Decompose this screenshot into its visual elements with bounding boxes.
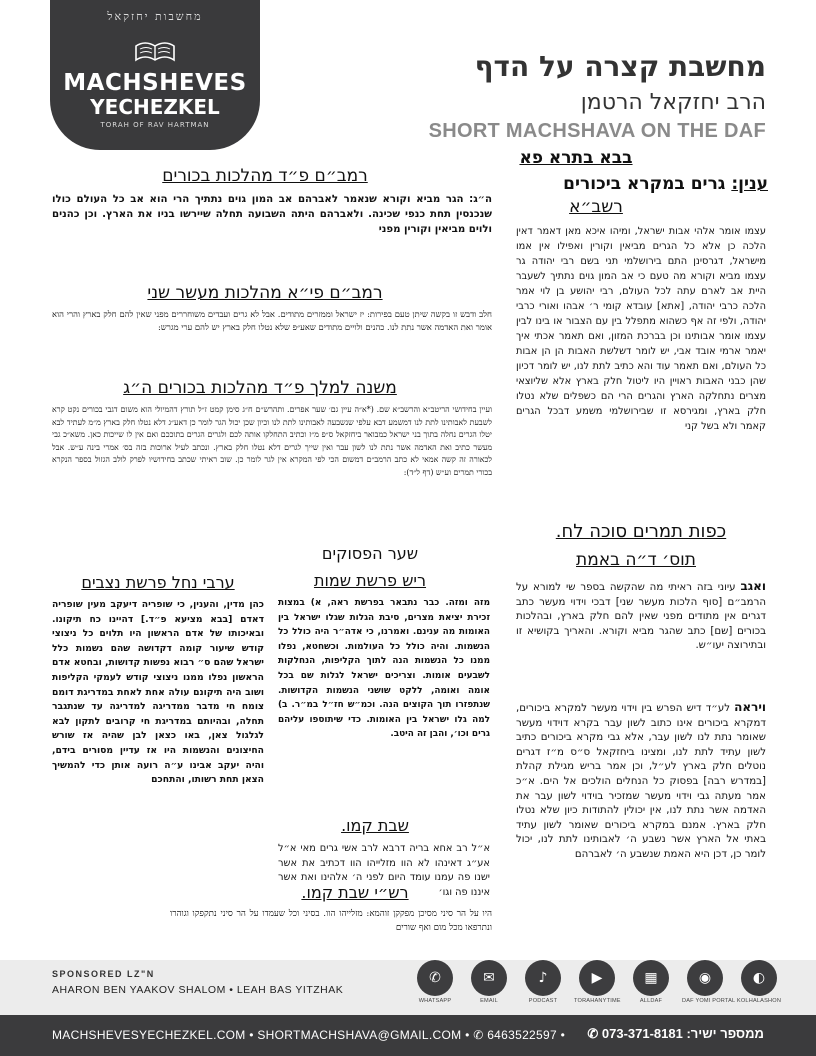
shabbos-title: שבת קמו. (341, 816, 409, 835)
icon-label: KOLHALASHON (736, 998, 782, 1004)
icon-label: EMAIL (480, 998, 498, 1004)
rashi-body: היו על הר סיני מסיכן מפקקן זוהמא: מזלייהו הוו. בסיני וכל שעמדו על הר סיני נתקפקו וגוהרו ונתרפאו מכל מום ואף שורים (170, 909, 492, 933)
kapos-title: כפות תמרים סוכה לח. (555, 521, 727, 542)
shaar-subtitle: ריש פרשת שמות (313, 571, 427, 590)
shaar-body: מזה ומזה. כבר נתבאר בפרשת ראה, א) במצות זכירת יציאת מצרים, סיבת הגלות שגלו ישראל בין האומות מה ענינם. ואמרנו, כי אדה״ר היה כולל כל הנשמות. והיה כולל כל העולמות. וכשחטא, נפלו ממנו כל הנשמות הנה לתוך הקליפות, הנחלקות לשבעים אומות. וצריכים ישראל לגלות שם בכל אומה ואומה, ללקט שושני הנשמות הקדושות. שנתפזרו תוך הקוצים הנה. וכמ״ש חז״ל במ״ר. ב) למה גלו ישראל בין האומות. כדי שיתוספו עליהם גרים וכו׳, והבן זה היטב. (278, 598, 490, 740)
rashba-body: עצמו אומר אלהי אבות ישראל, ומיהו איכא מאן דאמר דאין הלכה כן אלא כל הגרים מביאין וקורין ואפילו אין אמו מישראל, דגרסינן התם בירושלמי תני בשם רבי יהודה גר עצמו מביא וקורא מה טעם כי אב המון גוים נתתיך לשעבר היית אב לארם עתה לכל העולם, רבי יהושע בן לוי אמר הלכה כרבי יהודה, [אתא] עובדא קומי ר׳ אבהו ואורי כרבי יהודה, ולפי זה אף כשהוא מתפלל בין עם הצבור או בינו לבין עצמו אומר אבותינו וכן בברכת המזון, ואם תאמר אכתי איך יאמר ארמי אובד אבי, יש לומר דשלשת האבות הן הן אבות כל העולם, ואם תאמר עוד והא כתיב לתת לנו, יש לומר דכיון שהן כבני האבות ראויין היו ליטול חלק בארץ אלא שליוצאי מצרים נתחלקה הארץ והגרים הרי הם כשפלים שלא נטלו חלק בארץ, ומגירסא זו שבירושלמי משמע דבכל הגרים קאמר ולא בשל קני (516, 226, 766, 432)
podcast-link[interactable] (520, 956, 566, 1012)
rav-name: הרב יחזקאל הרטמן (580, 90, 766, 115)
tosfos-paragraph-1 (516, 579, 766, 654)
logo-line2: YECHEZKEL (90, 95, 220, 119)
p2-text: לע״ד דיש הפרש בין וידוי מעשר למקרא ביכורים, דמקרא ביכורים אינו כתוב לשון עבר בקרא דוידוי מעשר שאומר נתת לנו לשון עבר, אלא גבי מקרא ביכורים כתיב לשון עתיד לתת לנו, ומצינו ביחזקאל ס״ס מ״ז דגרים נוטלים חלק בארץ לע״ל, וכן אמר בריש מגילת קהלת [במדרש רבה] בפסוק כל הנחלים הולכים אל הים. א״כ אמר מעתה גבי וידוי מעשר שמזכיר בוידוי לשון עבר את האדמה אשר נתת לנו, אין יכולין להתודות כיון שלא נטלו חלק בארץ. אמנם במקרא ביכורים שאומר לשון עתיד באתי אל הארץ אשר נשבע ה׳ לאבותינו לתת לנו, יכול לומר כן, דכן היא האמת שנשבע ה׳ לאברהם (516, 703, 766, 860)
daf-title: בבא בתרא פא (519, 148, 633, 168)
shaar-title: שער הפסוקים (321, 544, 419, 563)
rambam2-title: רמב״ם פי״א מהלכות מעשר שני (147, 283, 383, 303)
icon-label: PODCAST (528, 998, 558, 1004)
footer-phone[interactable]: ממספר ישיר: 073-371-8181 ✆ (587, 1026, 764, 1041)
arvei-body: כהן מדין, והענין, כי שופריה דיעקב מעין שופריה דאדם [בבא מציעא פ״ד.] דהיינו כח תיקונו. ובאיכותו של אדם הראשון היו תלוים כל ניצוצי קודש שיעור קומה דקדושה שהם נשמות כלל ישראל שהם ס״ רבוא נפשות קדושות, ובחטא אדם הראשון נפלו ממנו ניצוצי קודש לעמקי הקליפות ושוב היה תיקונם עולה אחת לאחת במדריגת דומם צומח חי מדבר ממדריגה למדריגה עד שנתגבר תחלה, ובהיותם במדריגת חי קרובים לתקון לבא לגלגול צאן, באו כצאן לבן שהיה אז שורש החיצונים והנשמות היו אז עדיין מסורים בידם, והיה יעקב אבינו ע״ה רועה אותן כדי להמשיך הצאן תחת רשותו, והתחכם (52, 599, 264, 786)
icon-label: DAF YOMI PORTAL (682, 998, 736, 1004)
email-link[interactable] (466, 956, 512, 1012)
dafyomi-portal-icon: ◉ (687, 960, 723, 996)
brand-logo (50, 0, 260, 150)
p2-lead: ויראה (734, 700, 766, 714)
alldaf-link[interactable] (628, 956, 674, 1012)
logo-tagline: TORAH OF RAV HARTMAN (100, 121, 210, 129)
arvei-title: ערבי נחל פרשת נצבים (81, 573, 235, 592)
rashi-title: רש״י שבת קמו. (301, 883, 409, 902)
icon-label: WHATSAPP (418, 998, 452, 1004)
logo-line1: MACHSHEVES (63, 70, 247, 96)
icon-label: ALLDAF (639, 998, 663, 1004)
sponsored-label: SPONSORED LZ"N (52, 969, 155, 979)
tosfos-title: תוס׳ ד״ה באמת (576, 550, 696, 570)
shabbos-body: א״ל רב אחא בריה דרבא לרב אשי גרים מאי א״ל אע״ג דאינהו לא הוו מזלייהו הוו דכתיב את אשר ישנו פה עמנו עומד היום לפני ה׳ אלהינו ואת אשר איננו פה וגו׳ (278, 843, 490, 898)
rambam1-title: רמב״ם פ״ד מהלכות בכורים (162, 166, 368, 186)
inyan-label: ענין: (731, 174, 768, 194)
kolhalashon-link[interactable] (736, 956, 782, 1012)
whatsapp-link[interactable] (412, 956, 458, 1012)
rambam1-body: ה״ג: הגר מביא וקורא שנאמר לאברהם אב המון גוים נתתיך הרי הוא אב כל העולם כולו שנכנסין תחת כנפי שכינה. ולאברהם היתה השבועה תחלה שיירשו בניו את הארץ. וכן כהנים ולוים מביאין וקורין מפני (52, 194, 492, 235)
inyan-text: גרים במקרא ביכורים (563, 174, 726, 194)
english-title: SHORT MACHSHAVA ON THE DAF (428, 120, 766, 142)
torahanytime-icon: ▶ (579, 960, 615, 996)
whatsapp-icon: ✆ (417, 960, 453, 996)
logo-hebrew: מחשבות יחזקאל (107, 10, 203, 23)
p1-lead: ואגב (740, 579, 766, 593)
dafyomi-portal-link[interactable] (682, 956, 736, 1012)
footer-contact[interactable]: MACHSHEVESYECHEZKEL.COM • SHORTMACHSHAVA@GMAIL.COM • ✆ 6463522597 • (52, 1028, 566, 1042)
podcast-icon: ♪ (525, 960, 561, 996)
mishna-body: ועיין בחידושי הריטב״א והרשב״א שם. (*א״ה עיין גם׳ שער אפרים. ותהרש״ם ח״ג סימן קמט ז״ל תורץ דהמיולי הוא משום דגבי בכורים נקט קרא לשבעת לאבותינו לתת לנו דמשמע דבא עלפי שנשבעה לאבותינו לתת לנו וכיון שכן יכול הגר לומר כן דאע״ג דלא נטלו חלק בארץ מ״מ לעתיד לבא יטלו הגרים נחלה בתוך בני ישראל כמבואר ביחזקאל ס״פ מ״ז וכתיב התחלקו אותה לכם ולגרים הגרים בתוככם ואם אין לו שייכות כאן. משא״כ גבי מעשר כתיב ואת האדמה אשר נתת לנו לשון עבר ואין שייך לגרים דלא נטלו חלק בארץ. ונכתב לעיל ארוכות בזה בס׳ אמרי בינה ע״ש. אבל לכאורה זה קשה אמאי לא כתב הרמב״ם דמשום הכי לפי המקרא אין לגר לומר כן. שוב ראיתי שכתב בחידושיו לפרק לולב הגזול בספר הנקרא בכורי תמרים וע״ש (דף ל״ד): (52, 405, 492, 477)
media-links (412, 956, 782, 1012)
kolhalashon-icon: ◐ (741, 960, 777, 996)
torahanytime-link[interactable] (574, 956, 620, 1012)
tosfos-paragraph-2 (516, 700, 766, 863)
mishna-title: משנה למלך פ״ד מהלכות בכורים ה״ג (123, 378, 397, 398)
icon-label: TORAHANYTIME (574, 998, 621, 1004)
alldaf-icon: ▦ (633, 960, 669, 996)
rambam2-body: חלב ודבש זו בקשה שיתן טעם בפירות: יז ישראל וממזרים מתודים. אבל לא גרים ועבדים משוחררים מפני שאין להם חלק בארץ והרי הוא אומר ואת האדמה אשר נתת לנו. כהנים ולויים מתודים שאע״פ שלא נטלו חלק בארץ יש להם ערי מגרש: (52, 309, 492, 332)
page-title: מחשבת קצרה על הדף (474, 50, 766, 83)
sponsored-names: AHARON BEN YAAKOV SHALOM • LEAH BAS YITZHAK (52, 984, 344, 996)
inyan-heading (498, 174, 768, 194)
rashba-title: רשב״א (569, 197, 623, 217)
p1-text: עיוני בזה ראיתי מה שהקשה בספר שי למורא על הרמב״ם [סוף הלכות מעשר שני] דבכי וידוי מעשר כתב דגרים אין מתודים מפני שאין להם חלק בארץ, ובהלכות בכורים [שם] כתב שהגר מביא וקורא. והאריך בקושיא זו ובתירוצה יעו״ש. (516, 582, 766, 652)
open-book-icon (134, 40, 176, 64)
email-icon: ✉ (471, 960, 507, 996)
